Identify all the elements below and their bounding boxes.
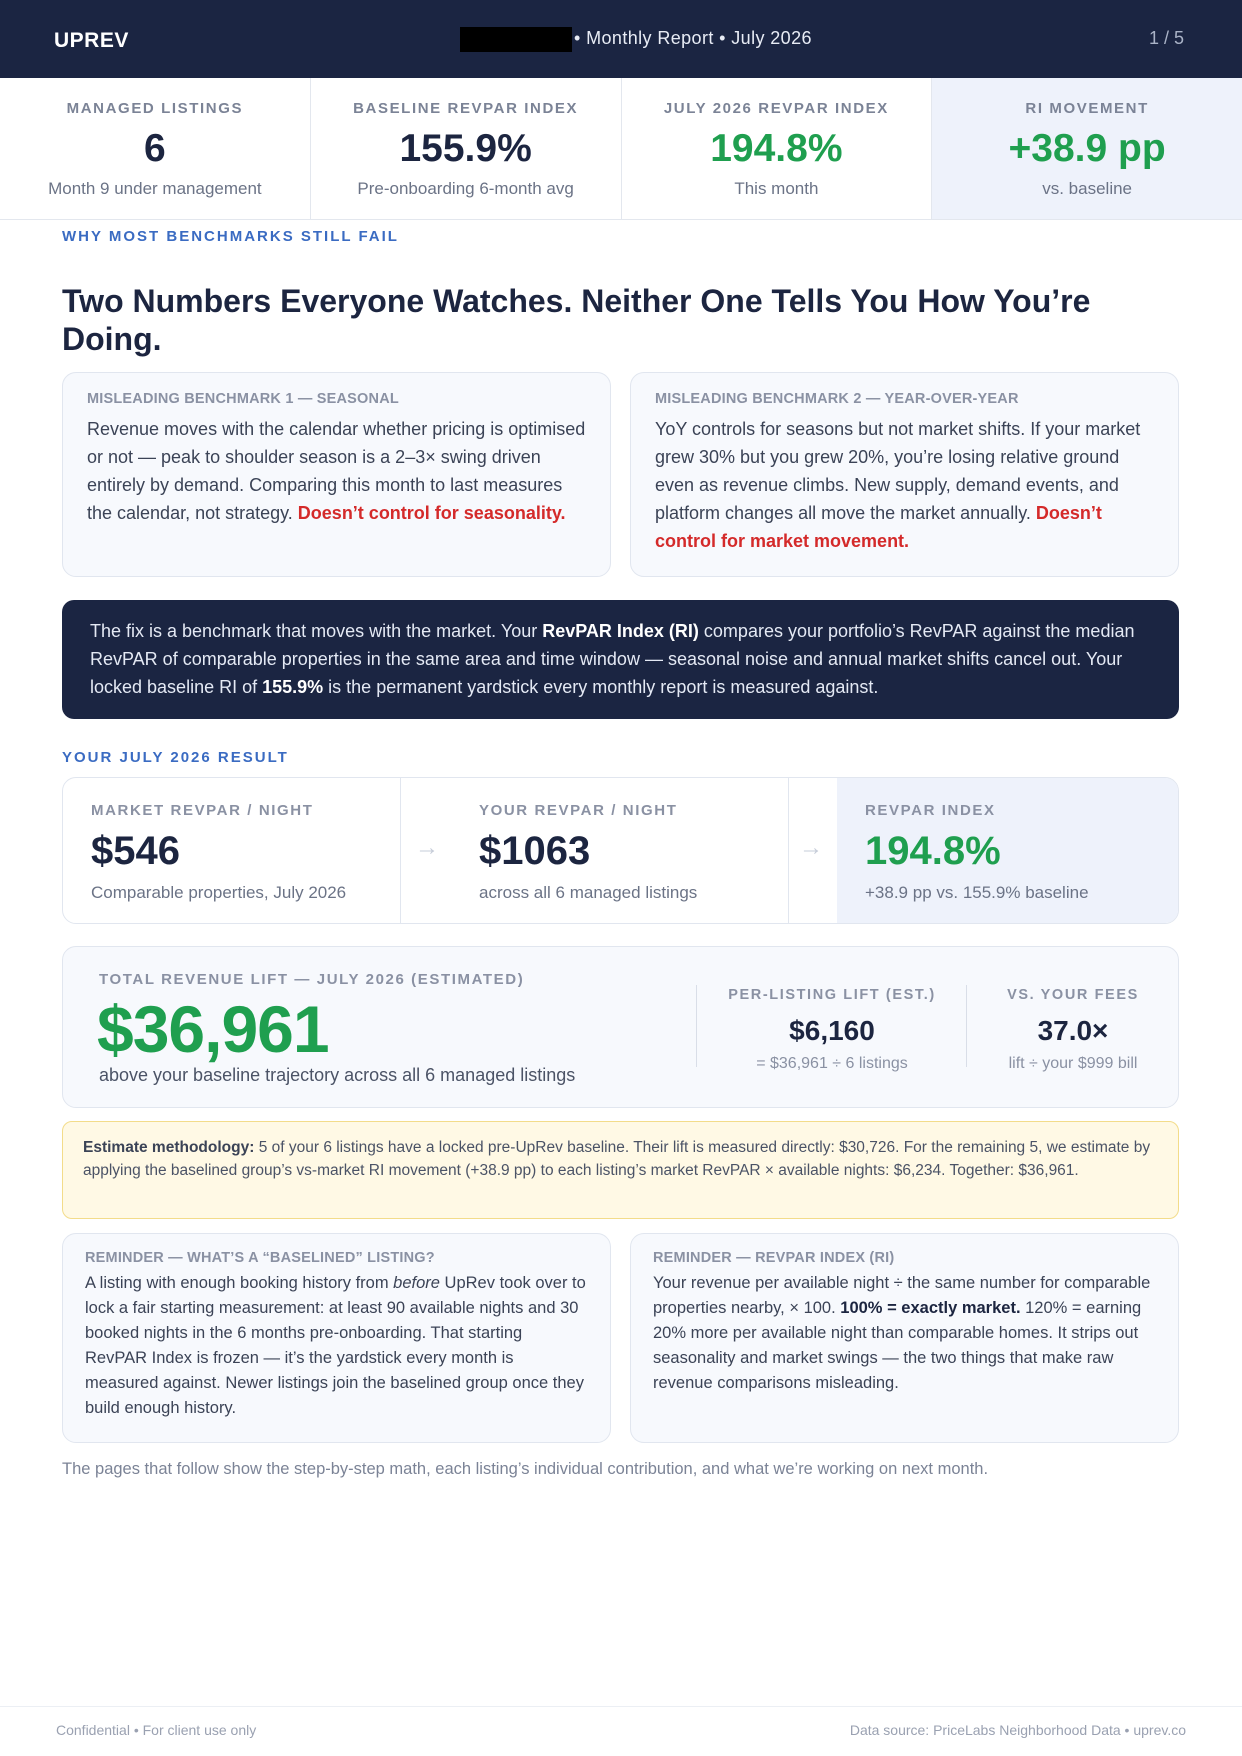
- card-body-text: YoY controls for seasons but not market shifts. If your market grew 30% but you grew 20%, you’re losing relative ground even as revenue climbs. New supply, demand events, and platform changes all move the market annually.: [655, 419, 1141, 523]
- arrow-gap: [789, 778, 837, 923]
- logo-text: UPREV: [54, 29, 129, 52]
- kpi-ri-movement: [932, 78, 1242, 219]
- footer-divider: [0, 1706, 1242, 1707]
- page-headline: Two Numbers Everyone Watches. Neither One Tells You How You’re Doing.: [62, 283, 1091, 357]
- fix-text-1: The fix is a benchmark that moves with the market. Your: [90, 621, 543, 641]
- reminder-text-post: UpRev took over to lock a fair starting measurement: at least 90 available nights and 30 booked nights in the 6 months pre-onboarding. That starting RevPAR Index is frozen — it’s the yardstick every month is measured against. Newer listings join the baselined group once they build enough history.: [85, 1274, 586, 1417]
- reminder-bold: 100% = exactly market.: [840, 1299, 1021, 1317]
- reminder-text-pre: Your revenue per available night ÷ the same number for comparable properties nearby, × 100.: [653, 1274, 1151, 1317]
- result-value: 194.8%: [865, 829, 1001, 873]
- kpi-label: RI MOVEMENT: [1025, 100, 1149, 117]
- revenue-lift-card: [62, 946, 1179, 1108]
- kpi-label: MANAGED LISTINGS: [66, 100, 244, 117]
- kpi-sub: Month 9 under management: [48, 179, 262, 198]
- result-label: YOUR REVPAR / NIGHT: [479, 802, 678, 819]
- result-value: $1063: [479, 829, 591, 873]
- kpi-sub: vs. baseline: [1042, 179, 1133, 198]
- kpi-value: +38.9 pp: [1008, 127, 1166, 170]
- result-value: $546: [91, 829, 180, 873]
- arrow-right-icon: →: [415, 834, 439, 861]
- footer-data-source: Data source: PriceLabs Neighborhood Data • uprev.co: [849, 1722, 1186, 1738]
- reminder-card-ri: [630, 1233, 1179, 1443]
- lift-label: TOTAL REVENUE LIFT — JULY 2026 (ESTIMATED): [99, 971, 525, 988]
- kpi-label: BASELINE REVPAR INDEX: [353, 100, 579, 117]
- mini-sub: lift ÷ your $999 bill: [1008, 1055, 1138, 1072]
- lift-sub: above your baseline trajectory across all 6 managed listings: [99, 1065, 576, 1085]
- card-emphasis: Doesn’t control for seasonality.: [297, 503, 566, 523]
- card-body: [655, 415, 1154, 555]
- kpi-value: 6: [144, 127, 166, 170]
- card-tag: MISLEADING BENCHMARK 1 — SEASONAL: [87, 391, 399, 407]
- result-sub: Comparable properties, July 2026: [91, 883, 347, 902]
- kpi-current-ri: [622, 78, 933, 219]
- page-number: 1 / 5: [1148, 28, 1184, 48]
- per-listing-lift: [723, 987, 941, 1073]
- redacted-client-name: [460, 27, 572, 52]
- methodology-note: [62, 1121, 1179, 1219]
- divider: [966, 985, 967, 1067]
- kpi-sub: Pre-onboarding 6-month avg: [357, 179, 574, 198]
- card-tag: MISLEADING BENCHMARK 2 — YEAR-OVER-YEAR: [655, 391, 1019, 407]
- fix-explainer-box: [62, 600, 1179, 719]
- kpi-value: 194.8%: [710, 127, 843, 170]
- section-eyebrow-result: YOUR JULY 2026 RESULT: [62, 749, 289, 766]
- card-body: [653, 1271, 1156, 1396]
- kpi-sub: This month: [734, 179, 819, 198]
- result-sub: +38.9 pp vs. 155.9% baseline: [865, 883, 1089, 902]
- result-label: REVPAR INDEX: [865, 802, 996, 819]
- result-revpar-index: [837, 778, 1178, 923]
- card-body-text: Revenue moves with the calendar whether pricing is optimised or not — peak to shoulder season is a 2–3× swing driven entirely by demand. Comparing this month to last measures the calendar, not strategy.: [87, 419, 586, 523]
- report-header: [0, 0, 1242, 78]
- kpi-value: 155.9%: [399, 127, 532, 170]
- card-emphasis: Doesn’t control for market movement.: [655, 503, 1102, 551]
- report-title: • Monthly Report • July 2026: [574, 28, 812, 48]
- benchmark-card-seasonal: [62, 372, 611, 577]
- kpi-baseline-ri: [311, 78, 622, 219]
- kpi-managed-listings: [0, 78, 311, 219]
- fix-text-3: is the permanent yardstick every monthly report is measured against.: [323, 677, 879, 697]
- methodology-label: Estimate methodology:: [83, 1139, 255, 1156]
- footer-confidential: Confidential • For client use only: [56, 1722, 257, 1738]
- divider: [696, 985, 697, 1067]
- fix-text-2: compares your portfolio’s RevPAR against the median RevPAR of comparable properties in the same area and time window — seasonal noise and annual market shifts cancel out. Your locked baseline RI of: [90, 621, 1135, 697]
- fix-bold-baseline: 155.9%: [262, 677, 324, 697]
- mini-label: PER-LISTING LIFT (EST.): [728, 987, 936, 1003]
- kpi-strip: [0, 78, 1242, 220]
- reminder-text-post: 120% = earning 20% more per available night than comparable homes. It strips out seasonality and market swings — the two things that make raw revenue comparisons misleading.: [653, 1299, 1142, 1392]
- vs-fees: [983, 987, 1163, 1073]
- card-body: [85, 1271, 588, 1421]
- result-sub: across all 6 managed listings: [479, 883, 698, 902]
- card-tag: REMINDER — WHAT’S A “BASELINED” LISTING?: [85, 1250, 435, 1266]
- closing-note: The pages that follow show the step-by-step math, each listing’s individual contribution, and what we’re working on next month.: [62, 1460, 989, 1478]
- result-your-revpar: [401, 778, 789, 923]
- card-tag: REMINDER — REVPAR INDEX (RI): [653, 1250, 895, 1266]
- reminder-italic: before: [393, 1274, 440, 1292]
- result-market-revpar: [63, 778, 401, 923]
- lift-value: $36,961: [97, 992, 329, 1066]
- fix-bold-ri: RevPAR Index (RI): [542, 621, 699, 641]
- mini-value: $6,160: [789, 1015, 875, 1046]
- section-eyebrow-benchmarks: WHY MOST BENCHMARKS STILL FAIL: [62, 228, 399, 245]
- arrow-right-icon: →: [799, 834, 823, 861]
- mini-value: 37.0×: [1037, 1015, 1109, 1046]
- mini-label: VS. YOUR FEES: [1007, 987, 1139, 1003]
- card-body: [87, 415, 586, 527]
- mini-sub: = $36,961 ÷ 6 listings: [756, 1055, 908, 1072]
- result-strip: [62, 777, 1179, 924]
- uprev-logo: [54, 26, 129, 56]
- reminder-text-pre: A listing with enough booking history from: [85, 1274, 394, 1292]
- result-label: MARKET REVPAR / NIGHT: [91, 802, 314, 819]
- benchmark-card-yoy: [630, 372, 1179, 577]
- reminder-card-baselined: [62, 1233, 611, 1443]
- kpi-label: JULY 2026 REVPAR INDEX: [663, 100, 889, 117]
- methodology-text: 5 of your 6 listings have a locked pre-UpRev baseline. Their lift is measured directly: $30,726. For the remaining 5, we estimate by applying the baselined group’s vs-market RI movement (+38.9 pp) to each listing’s market RevPAR × available nights: $6,234. Together: $36,961.: [83, 1139, 1151, 1179]
